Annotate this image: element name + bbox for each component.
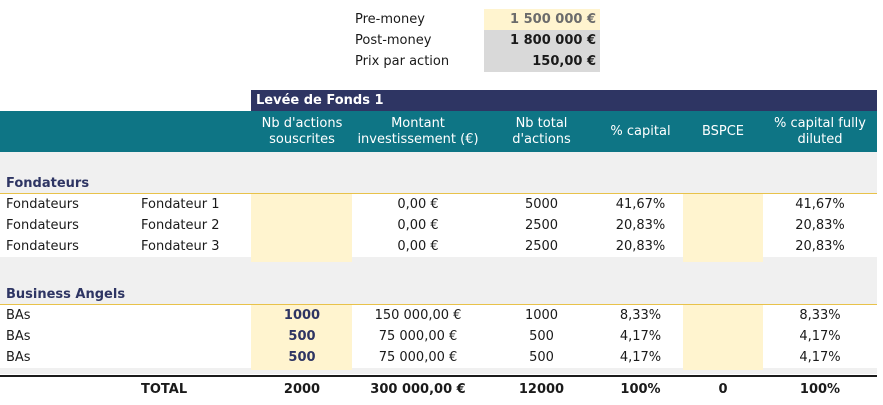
- row-pct: 4,17%: [619, 350, 662, 365]
- row-diluted: 20,83%: [795, 218, 845, 233]
- row-group: Fondateurs: [6, 239, 79, 254]
- row-total: 500: [529, 329, 554, 344]
- header-nb-actions: Nb d'actions souscrites: [261, 115, 343, 147]
- row-diluted: 4,17%: [799, 329, 841, 344]
- row-nb-input[interactable]: 500: [288, 350, 316, 365]
- row-montant: 0,00 €: [397, 218, 439, 233]
- row-montant: 75 000,00 €: [378, 329, 458, 344]
- row-pct: 20,83%: [615, 239, 666, 254]
- total-bspce: 0: [718, 382, 728, 397]
- row-pct: 41,67%: [615, 197, 666, 212]
- row-bspce-input[interactable]: [683, 326, 763, 347]
- total-label: TOTAL: [141, 382, 188, 397]
- row-total: 2500: [524, 218, 559, 233]
- row-bspce-input[interactable]: [683, 347, 763, 368]
- row-bspce-input[interactable]: [683, 305, 763, 326]
- row-group: Fondateurs: [6, 197, 79, 212]
- row-nb-input[interactable]: [252, 215, 352, 236]
- section-founders: Fondateurs: [6, 175, 90, 191]
- row-nb-input[interactable]: [252, 236, 352, 257]
- post-money-label: Post-money: [355, 33, 432, 48]
- row-total: 5000: [524, 197, 559, 212]
- row-pct: 4,17%: [619, 329, 662, 344]
- total-shares: 12000: [518, 382, 565, 397]
- row-name: [141, 347, 251, 368]
- header-pct-capital: % capital: [610, 123, 671, 139]
- row-nb-input[interactable]: [252, 194, 352, 215]
- row-group: Fondateurs: [6, 218, 79, 233]
- row-diluted: 41,67%: [795, 197, 845, 212]
- row-name: [141, 326, 251, 347]
- row-montant: 150 000,00 €: [374, 308, 462, 323]
- row-name: Fondateur 1: [141, 197, 220, 212]
- row-pct: 20,83%: [615, 218, 666, 233]
- pre-money-value[interactable]: 1 500 000 €: [484, 9, 600, 30]
- row-diluted: 8,33%: [799, 308, 841, 323]
- header-montant: Montant investissement (€): [357, 115, 479, 147]
- row-diluted: 4,17%: [799, 350, 841, 365]
- total-diluted: 100%: [799, 382, 841, 397]
- row-name: [141, 305, 251, 326]
- total-nb: 2000: [283, 382, 321, 397]
- pre-money-label: Pre-money: [355, 12, 425, 27]
- total-separator: [0, 375, 877, 377]
- row-bspce-input[interactable]: [683, 194, 763, 215]
- row-montant: 0,00 €: [397, 197, 439, 212]
- price-per-share-value[interactable]: 150,00 €: [484, 51, 600, 72]
- section-business-angels: Business Angels: [6, 286, 126, 302]
- row-bspce-input[interactable]: [683, 236, 763, 257]
- row-diluted: 20,83%: [795, 239, 845, 254]
- post-money-value[interactable]: 1 800 000 €: [484, 30, 600, 51]
- total-pct: 100%: [620, 382, 661, 397]
- total-montant: 300 000,00 €: [370, 382, 466, 397]
- row-total: 2500: [524, 239, 559, 254]
- row-pct: 8,33%: [619, 308, 662, 323]
- round-title: Levée de Fonds 1: [251, 90, 877, 111]
- header-bspce: BSPCE: [701, 123, 745, 139]
- row-total: 1000: [524, 308, 559, 323]
- row-group: BAs: [6, 329, 31, 344]
- row-montant: 75 000,00 €: [378, 350, 458, 365]
- row-group: BAs: [6, 308, 31, 323]
- row-montant: 0,00 €: [397, 239, 439, 254]
- row-nb-input[interactable]: 500: [288, 329, 316, 344]
- row-total: 500: [529, 350, 554, 365]
- row-name: Fondateur 3: [141, 239, 220, 254]
- row-nb-input[interactable]: 1000: [283, 308, 321, 323]
- price-per-share-label: Prix par action: [355, 54, 450, 69]
- row-group: BAs: [6, 350, 31, 365]
- header-nb-total: Nb total d'actions: [512, 115, 571, 147]
- row-bspce-input[interactable]: [683, 215, 763, 236]
- row-name: Fondateur 2: [141, 218, 220, 233]
- header-pct-diluted: % capital fully diluted: [773, 115, 866, 147]
